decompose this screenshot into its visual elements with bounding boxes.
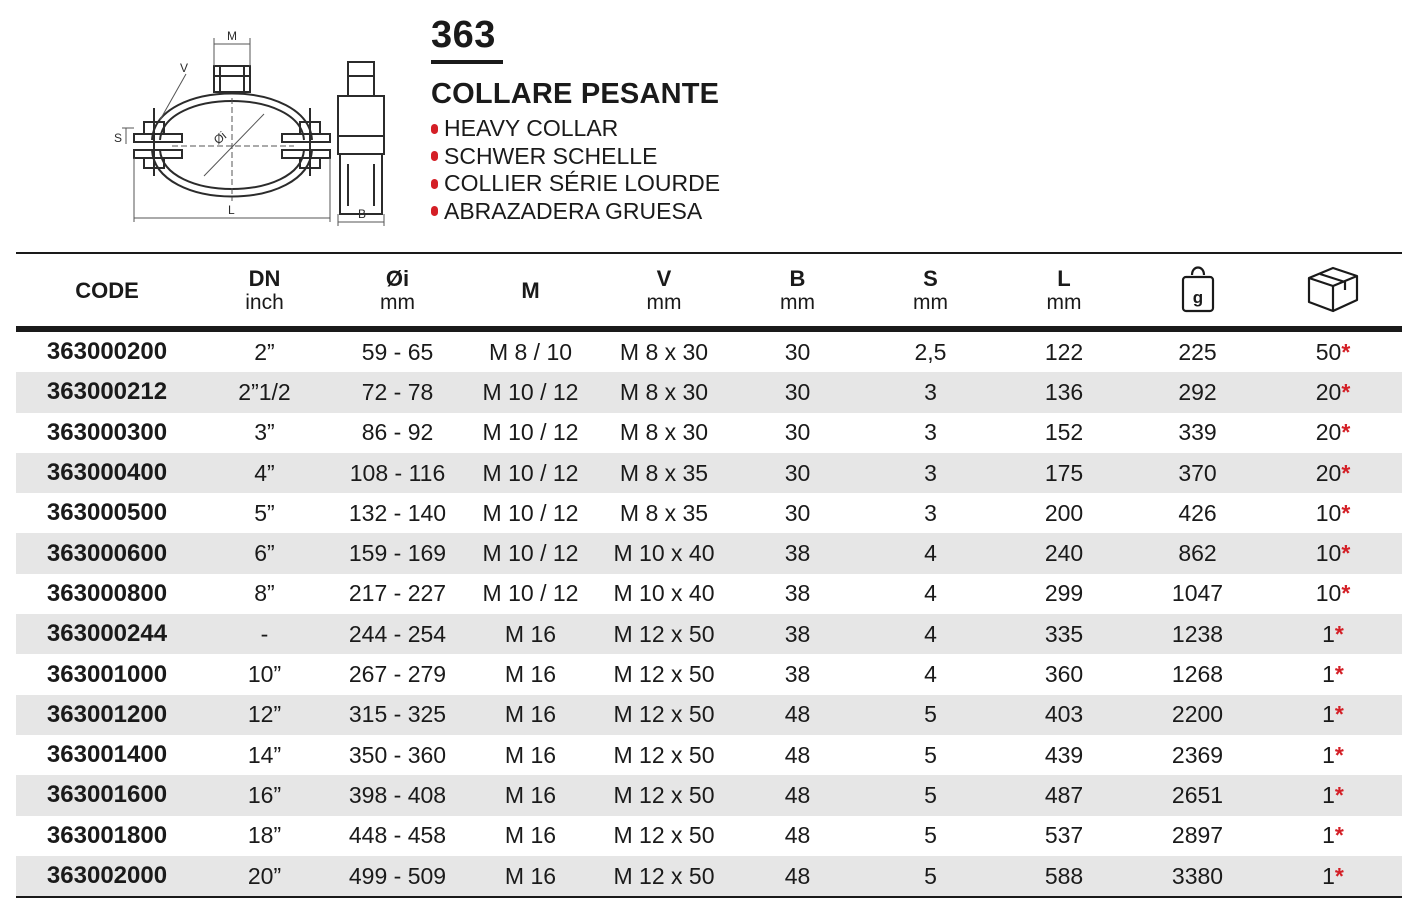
product-code: 363 xyxy=(431,14,496,56)
table-cell: M 16 xyxy=(504,661,557,688)
table-cell: 1047 xyxy=(1171,580,1224,607)
table-cell: 86 - 92 xyxy=(361,419,434,446)
table-cell: 1* xyxy=(1322,741,1344,768)
table-cell: 2651 xyxy=(1131,775,1264,815)
table-cell: 5 xyxy=(924,741,937,768)
table-cell: M 12 x 50 xyxy=(597,856,731,896)
table-row xyxy=(16,856,1402,896)
table-cell: 38 xyxy=(784,661,811,688)
table-cell: 2” xyxy=(254,338,275,365)
table-row xyxy=(16,493,1402,533)
table-cell: 299 xyxy=(1044,580,1084,607)
table-cell: 4 xyxy=(924,661,937,688)
table-cell: 1* xyxy=(1322,822,1344,849)
bullet-icon xyxy=(431,179,438,189)
table-cell: M 8 x 30 xyxy=(597,372,731,412)
table-cell: 48 xyxy=(784,741,811,768)
translation-item: ABRAZADERA GRUESA xyxy=(431,198,720,226)
table-cell: 2”1/2 xyxy=(198,372,331,412)
table-cell: 200 xyxy=(1044,499,1084,526)
table-cell: 225 xyxy=(1178,338,1217,365)
table-cell: 48 xyxy=(731,856,864,896)
table-cell: M 10 x 40 xyxy=(613,580,715,607)
table-cell: M 10 / 12 xyxy=(482,419,579,446)
table-row xyxy=(16,775,1402,815)
table-cell: - xyxy=(198,614,331,654)
table-cell: M 10 / 12 xyxy=(464,533,597,573)
table-cell: 30 xyxy=(784,499,811,526)
table-cell: 1* xyxy=(1264,856,1402,896)
table-cell: 72 - 78 xyxy=(331,372,464,412)
table-cell: 175 xyxy=(997,453,1131,493)
table-cell: 403 xyxy=(997,695,1131,735)
table-cell: 3 xyxy=(864,372,997,412)
table-cell: 152 xyxy=(1044,419,1084,446)
table-cell: 1238 xyxy=(1131,614,1264,654)
table-cell: 370 xyxy=(1131,453,1264,493)
translation-item: COLLIER SÉRIE LOURDE xyxy=(431,170,720,198)
table-cell: 1268 xyxy=(1171,661,1224,688)
table-cell: 30 xyxy=(784,419,811,446)
cell-code: 363000400 xyxy=(16,453,198,493)
table-cell: M 16 xyxy=(504,822,557,849)
table-cell: 360 xyxy=(1044,661,1084,688)
table-cell: 10* xyxy=(1264,533,1402,573)
cell-code: 363000800 xyxy=(46,579,168,607)
cell-code: 363000600 xyxy=(16,533,198,573)
table-cell: 350 - 360 xyxy=(348,741,447,768)
table-cell: 30 xyxy=(731,372,864,412)
table-cell: M 10 / 12 xyxy=(482,580,579,607)
product-code-underline xyxy=(431,60,503,64)
table-row xyxy=(16,533,1402,573)
table-cell: M 8 x 35 xyxy=(597,453,731,493)
pack-marker: * xyxy=(1341,540,1351,567)
table-row xyxy=(16,413,1402,453)
drawing-label-l: L xyxy=(228,203,235,217)
table-cell: M 10 / 12 xyxy=(464,372,597,412)
table-cell: 537 xyxy=(1044,822,1084,849)
table-bottom-rule xyxy=(16,896,1402,898)
product-name: COLLARE PESANTE xyxy=(431,78,720,110)
table-row xyxy=(16,735,1402,775)
pack-marker: * xyxy=(1341,419,1351,446)
table-cell: 6” xyxy=(198,533,331,573)
pack-marker: * xyxy=(1341,459,1351,486)
title-block xyxy=(431,12,720,225)
table-cell: 108 - 116 xyxy=(331,453,464,493)
table-row xyxy=(16,654,1402,694)
table-row xyxy=(16,372,1402,412)
spec-table xyxy=(16,256,1402,896)
drawing-label-di: Øi xyxy=(210,128,230,148)
table-cell: 20” xyxy=(198,856,331,896)
package-box-icon xyxy=(1305,264,1361,314)
table-cell: 132 - 140 xyxy=(348,499,447,526)
drawing-label-s: S xyxy=(114,131,123,145)
header-dn: DN inch xyxy=(198,256,331,329)
header-v: V mm xyxy=(597,256,731,329)
table-cell: 2,5 xyxy=(914,338,947,365)
table-cell: 59 - 65 xyxy=(361,338,434,365)
table-cell: M 8 / 10 xyxy=(488,338,573,365)
drawing-label-b: B xyxy=(358,207,367,221)
pack-marker: * xyxy=(1334,862,1344,889)
table-cell: 439 xyxy=(1044,741,1084,768)
table-cell: 4 xyxy=(864,533,997,573)
table-row xyxy=(16,695,1402,735)
table-cell: 1* xyxy=(1264,614,1402,654)
table-cell: 48 xyxy=(731,695,864,735)
table-cell: 20* xyxy=(1315,419,1351,446)
table-cell: 499 - 509 xyxy=(331,856,464,896)
table-cell: 588 xyxy=(997,856,1131,896)
table-cell: 122 xyxy=(1044,338,1084,365)
table-cell: 335 xyxy=(997,614,1131,654)
table-cell: 1* xyxy=(1264,775,1402,815)
table-cell: 3 xyxy=(924,419,937,446)
technical-drawing xyxy=(104,26,404,236)
header-l: L mm xyxy=(997,256,1131,329)
table-cell: 38 xyxy=(731,614,864,654)
table-cell: 20* xyxy=(1264,453,1402,493)
table-row xyxy=(16,329,1402,372)
table-cell: 3 xyxy=(924,499,937,526)
table-cell: 5” xyxy=(254,499,275,526)
pack-marker: * xyxy=(1334,781,1344,808)
table-cell: 426 xyxy=(1178,499,1217,526)
cell-code: 363000212 xyxy=(16,372,198,412)
table-cell: M 8 x 35 xyxy=(619,499,709,526)
cell-code: 363001600 xyxy=(16,775,198,815)
table-row xyxy=(16,614,1402,654)
table-cell: 10* xyxy=(1315,580,1351,607)
table-cell: 18” xyxy=(247,822,282,849)
table-cell: 10* xyxy=(1315,499,1351,526)
table-cell: 2369 xyxy=(1171,741,1224,768)
table-cell: 30 xyxy=(731,453,864,493)
table-cell: 5 xyxy=(864,856,997,896)
table-cell: 448 - 458 xyxy=(348,822,447,849)
bullet-icon xyxy=(431,151,438,161)
table-row xyxy=(16,574,1402,614)
table-cell: 38 xyxy=(784,580,811,607)
table-cell: 20* xyxy=(1264,372,1402,412)
table-cell: 4 xyxy=(924,580,937,607)
table-cell: 8” xyxy=(254,580,275,607)
table-cell: 862 xyxy=(1131,533,1264,573)
table-cell: 292 xyxy=(1131,372,1264,412)
cell-code: 363001000 xyxy=(46,660,168,688)
header-weight xyxy=(1131,256,1264,329)
table-cell: 3” xyxy=(254,419,275,446)
table-cell: 30 xyxy=(784,338,811,365)
cell-code: 363000500 xyxy=(46,499,168,527)
table-header-row xyxy=(16,256,1402,329)
table-cell: 48 xyxy=(731,775,864,815)
table-cell: M 10 / 12 xyxy=(464,453,597,493)
table-cell: M 16 xyxy=(504,741,557,768)
svg-text:g: g xyxy=(1192,287,1203,307)
pack-marker: * xyxy=(1334,741,1344,768)
table-cell: 244 - 254 xyxy=(331,614,464,654)
pack-marker: * xyxy=(1341,499,1351,526)
table-cell: M 12 x 50 xyxy=(613,822,715,849)
table-cell: 3380 xyxy=(1131,856,1264,896)
translation-item: SCHWER SCHELLE xyxy=(431,143,720,171)
bullet-icon xyxy=(431,206,438,216)
drawing-label-v: V xyxy=(180,61,189,75)
drawing-label-m: M xyxy=(227,29,237,43)
table-cell: 1* xyxy=(1322,661,1344,688)
table-cell: 2897 xyxy=(1171,822,1224,849)
table-cell: M 8 x 30 xyxy=(619,338,709,365)
table-cell: M 16 xyxy=(464,856,597,896)
cell-code: 363002000 xyxy=(16,856,198,896)
table-cell: M 12 x 50 xyxy=(597,614,731,654)
pack-marker: * xyxy=(1334,620,1344,647)
table-top-rule xyxy=(16,252,1402,254)
table-cell: 3 xyxy=(864,453,997,493)
header-code: CODE xyxy=(16,256,198,329)
translation-list xyxy=(431,115,720,225)
table-cell: 5 xyxy=(924,822,937,849)
table-cell: 487 xyxy=(997,775,1131,815)
table-cell: M 12 x 50 xyxy=(597,695,731,735)
cell-code: 363001400 xyxy=(46,741,168,769)
table-cell: 398 - 408 xyxy=(331,775,464,815)
table-cell: 339 xyxy=(1178,419,1217,446)
pack-marker: * xyxy=(1341,580,1351,607)
table-cell: M 12 x 50 xyxy=(597,775,731,815)
table-cell: M 10 / 12 xyxy=(482,499,579,526)
table-cell: 267 - 279 xyxy=(348,661,447,688)
table-cell: 2200 xyxy=(1131,695,1264,735)
translation-item: HEAVY COLLAR xyxy=(431,115,720,143)
cell-code: 363000244 xyxy=(16,614,198,654)
cell-code: 363000200 xyxy=(46,338,168,366)
table-cell: M 16 xyxy=(464,775,597,815)
table-cell: 4” xyxy=(198,453,331,493)
table-cell: 38 xyxy=(731,533,864,573)
pack-marker: * xyxy=(1334,701,1344,728)
cell-code: 363001800 xyxy=(46,821,168,849)
table-cell: 48 xyxy=(784,822,811,849)
table-cell: 136 xyxy=(997,372,1131,412)
table-cell: M 10 x 40 xyxy=(597,533,731,573)
cell-code: 363000300 xyxy=(46,418,168,446)
cell-code: 363001200 xyxy=(16,695,198,735)
pack-marker: * xyxy=(1334,661,1344,688)
header-m: M xyxy=(464,256,597,329)
table-cell: 240 xyxy=(997,533,1131,573)
table-cell: 4 xyxy=(864,614,997,654)
table-cell: 10” xyxy=(247,661,282,688)
table-cell: 5 xyxy=(864,695,997,735)
table-cell: 315 - 325 xyxy=(331,695,464,735)
table-cell: 16” xyxy=(198,775,331,815)
weight-g-icon xyxy=(1180,263,1216,315)
header-package xyxy=(1264,256,1402,329)
pack-marker: * xyxy=(1341,338,1351,365)
table-cell: 1* xyxy=(1264,695,1402,735)
bullet-icon xyxy=(431,124,438,134)
table-cell: 14” xyxy=(247,741,282,768)
table-cell: 5 xyxy=(864,775,997,815)
header-di: Øi mm xyxy=(331,256,464,329)
header-b: B mm xyxy=(731,256,864,329)
pack-marker: * xyxy=(1334,822,1344,849)
table-row xyxy=(16,816,1402,856)
table-body xyxy=(16,329,1402,896)
table-cell: 159 - 169 xyxy=(331,533,464,573)
table-cell: M 16 xyxy=(464,695,597,735)
table-cell: M 12 x 50 xyxy=(613,741,715,768)
table-cell: M 12 x 50 xyxy=(613,661,715,688)
header-s: S mm xyxy=(864,256,997,329)
table-cell: M 16 xyxy=(464,614,597,654)
table-row xyxy=(16,453,1402,493)
table-cell: 217 - 227 xyxy=(348,580,447,607)
pack-marker: * xyxy=(1341,378,1351,405)
table-cell: 12” xyxy=(198,695,331,735)
table-cell: M 8 x 30 xyxy=(619,419,709,446)
table-cell: 50* xyxy=(1315,338,1351,365)
